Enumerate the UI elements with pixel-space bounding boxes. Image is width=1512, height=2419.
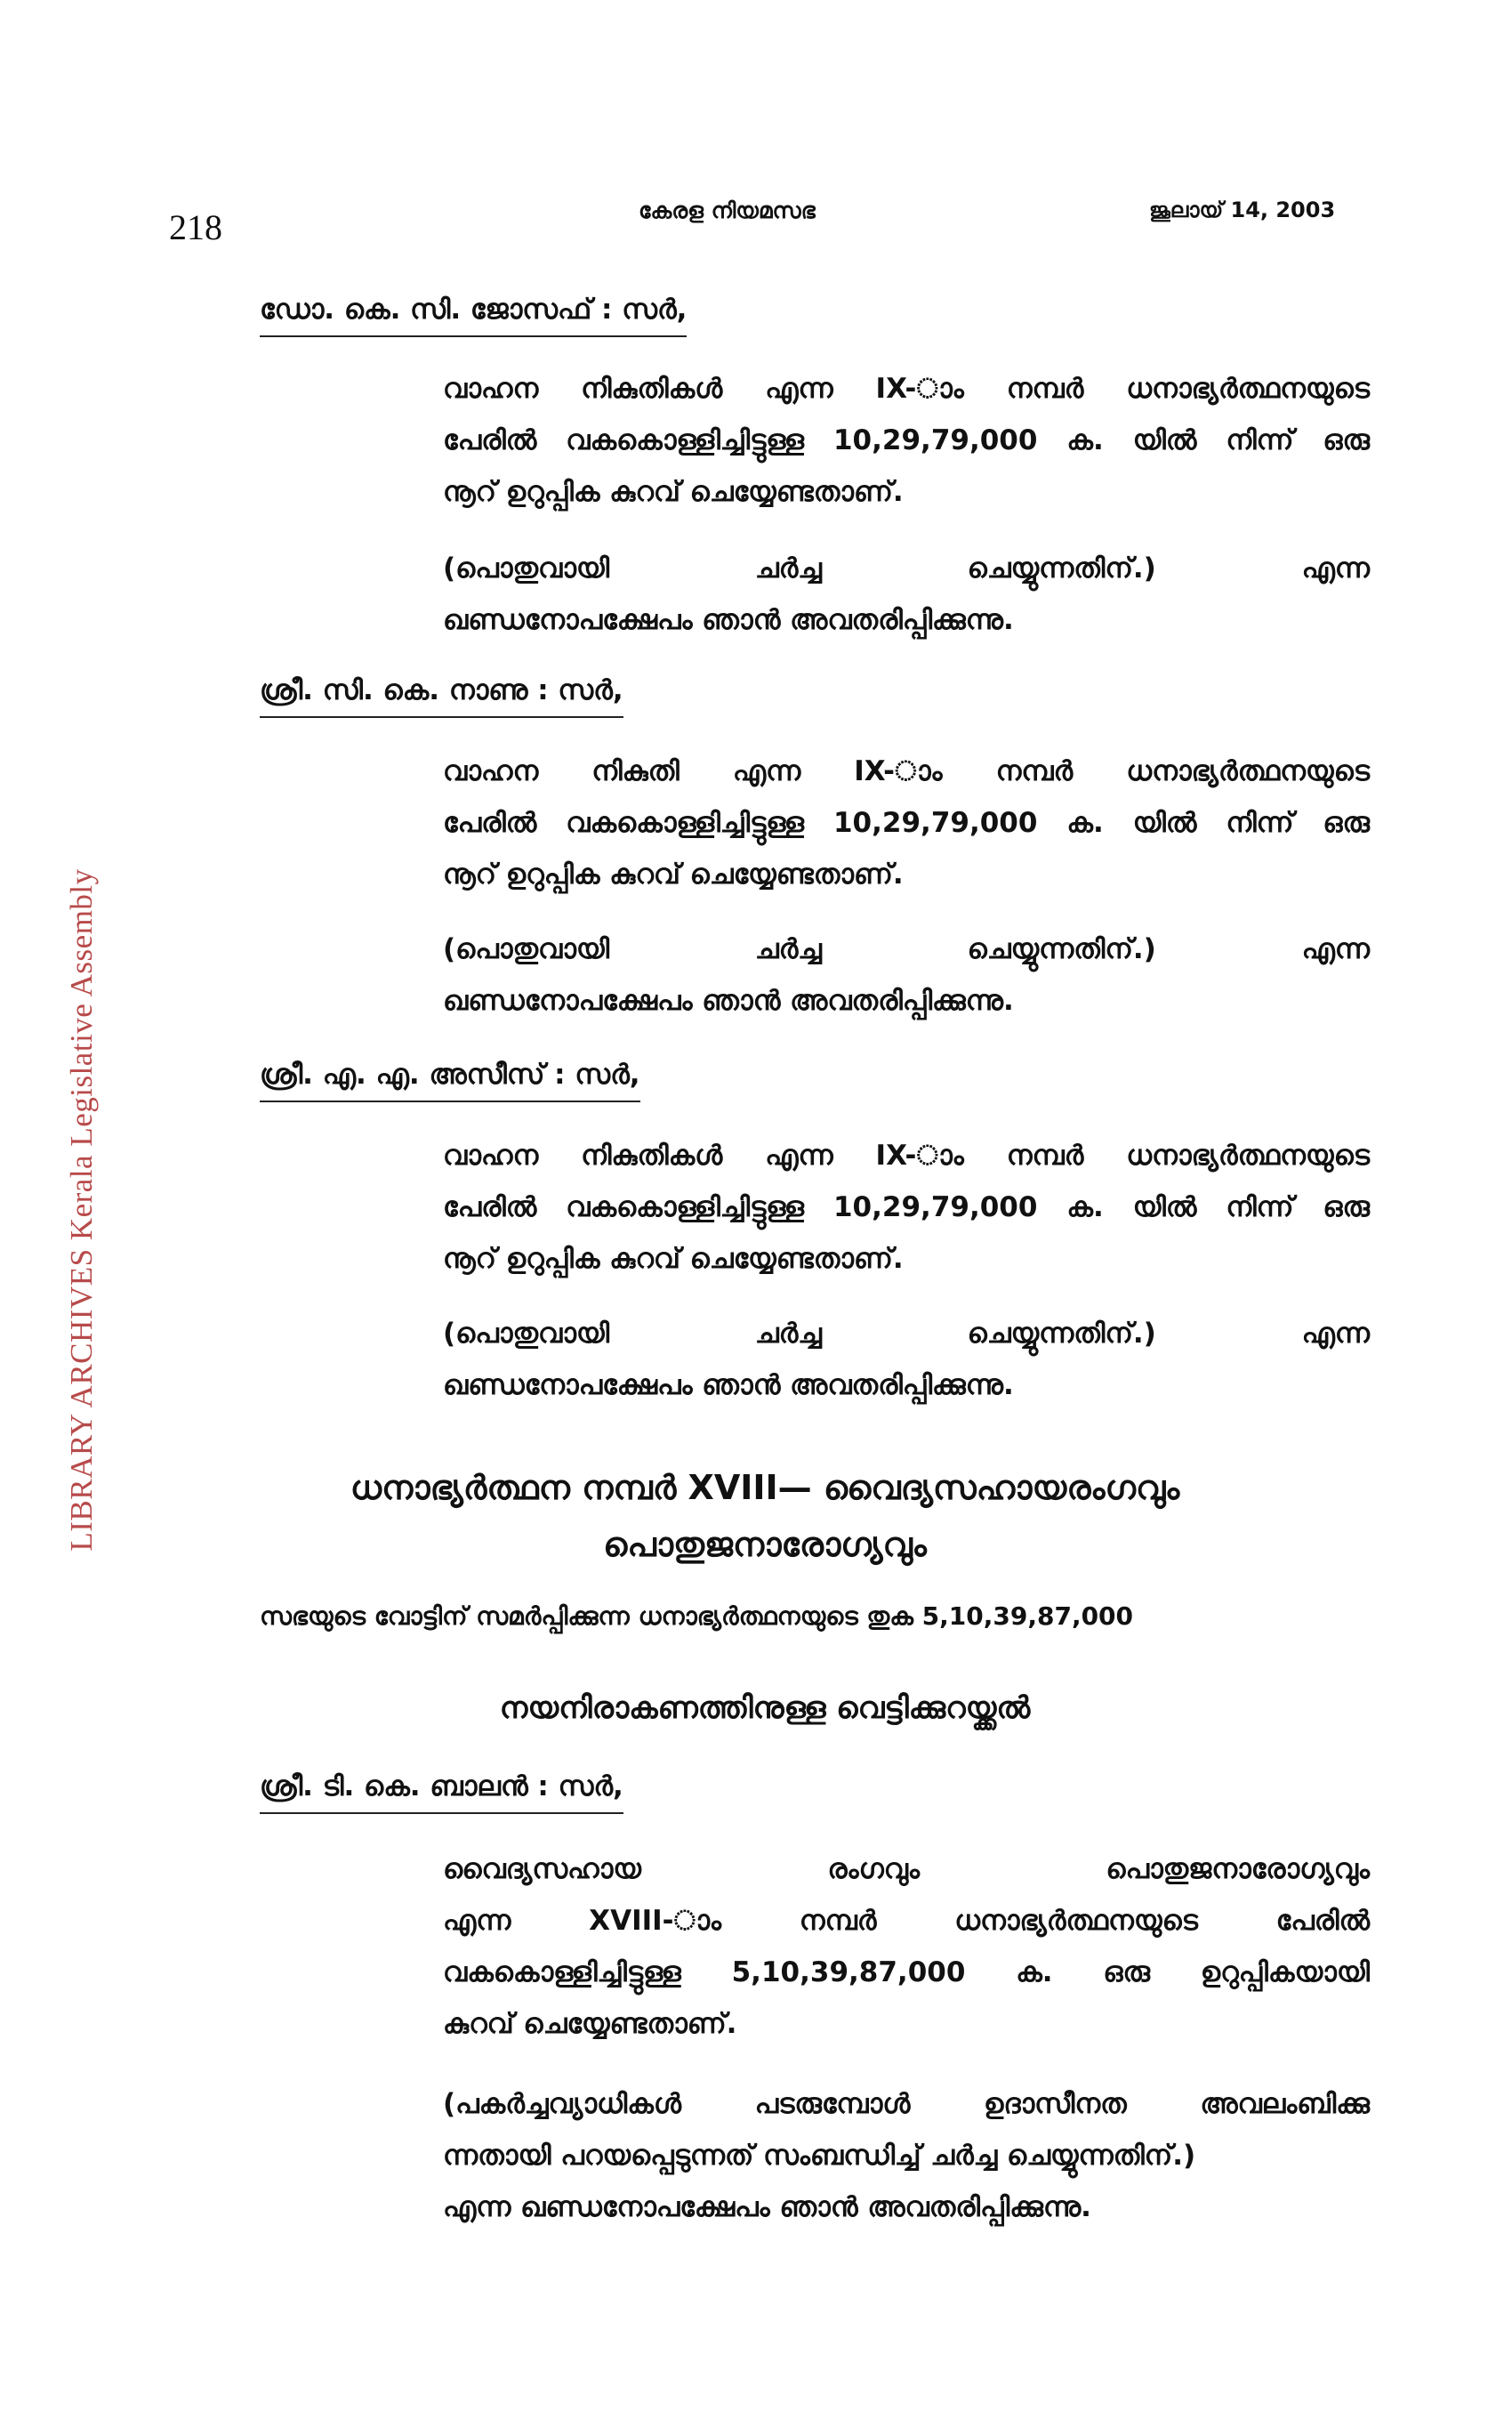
motion-line: പേരിൽ വകകൊള്ളിച്ചിട്ടുള്ള 10,29,79,000 ക. യിൽ നിന്ന് ഒരു [443, 807, 1370, 839]
quote-word: ചെയ്യുന്നതിന്.) [967, 1318, 1156, 1350]
speaker-name: ശ്രീ. ടി. കെ. ബാലൻ : സർ, [260, 1770, 623, 1814]
running-title: കേരള നിയമസഭ [639, 198, 816, 223]
quote-word: എന്ന [1301, 1318, 1370, 1350]
quote-row [443, 1308, 1370, 1359]
quote-word: എന്ന [1301, 552, 1370, 585]
quote-word: (പൊതുവായി [443, 933, 610, 965]
motion-line: നൂറ് ഉറുപ്പിക കുറവ് ചെയ്യേണ്ടതാണ്. [443, 1243, 904, 1275]
reason-line: എന്ന ഖണ്ഡനോപക്ഷേപം ഞാൻ അവതരിപ്പിക്കുന്നു. [443, 2191, 1091, 2223]
page-number: 218 [169, 207, 222, 247]
motion-line: നൂറ് ഉറുപ്പിക കുറവ് ചെയ്യേണ്ടതാണ്. [443, 859, 904, 891]
running-date: ജൂലായ് 14, 2003 [1149, 198, 1336, 222]
motion-quote [443, 923, 1370, 1027]
quote-row [443, 923, 1370, 975]
motion-line: എന്ന XVIII-ാം നമ്പർ ധനാഭ്യർത്ഥനയുടെ പേരിൽ [443, 1905, 1370, 1937]
motion-line: വാഹന നികുതികൾ എന്ന IX-ാം നമ്പർ ധനാഭ്യർത്ഥനയുടെ [443, 1140, 1370, 1172]
motion-text [443, 363, 1370, 518]
quote-word: ചർച്ച [754, 552, 822, 585]
cut-motion-heading: നയനിരാകണത്തിനുള്ള വെട്ടിക്കുറയ്ക്കൽ [499, 1690, 1031, 1726]
quote-word: ചർച്ച [754, 933, 822, 965]
reason-line: ന്നതായി പറയപ്പെടുന്നത് സംബന്ധിച്ച് ചർച്ച ചെയ്യുന്നതിന്.) [443, 2140, 1196, 2172]
demand-heading-line: പൊതുജനാരോഗ്യവും [603, 1525, 927, 1564]
motion-text [443, 1130, 1370, 1285]
speaker-name: ശ്രീ. സി. കെ. നാണു : സർ, [260, 674, 623, 718]
motion-quote [443, 1308, 1370, 1411]
motion-closing: ഖണ്ഡനോപക്ഷേപം ഞാൻ അവതരിപ്പിക്കുന്നു. [443, 1369, 1014, 1401]
quote-word: ചെയ്യുന്നതിന്.) [967, 933, 1156, 965]
quote-word: ചെയ്യുന്നതിന്.) [967, 552, 1156, 585]
quote-word: (പൊതുവായി [443, 1318, 610, 1350]
reason-line: (പകർച്ചവ്യാധികൾ പടരുമ്പോൾ ഉദാസീനത അവലംബിക്കു [443, 2088, 1370, 2120]
motion-quote [443, 543, 1370, 646]
archive-watermark: LIBRARY ARCHIVES Kerala Legislative Assembly [64, 868, 99, 1552]
motion-line: വകകൊള്ളിച്ചിട്ടുള്ള 5,10,39,87,000 ക. ഒരു ഉറുപ്പികയായി [443, 1956, 1370, 1988]
motion-line: പേരിൽ വകകൊള്ളിച്ചിട്ടുള്ള 10,29,79,000 ക. യിൽ നിന്ന് ഒരു [443, 1191, 1370, 1223]
demand-heading [213, 1459, 1316, 1573]
motion-line: വാഹന നികുതികൾ എന്ന IX-ാം നമ്പർ ധനാഭ്യർത്ഥനയുടെ [443, 373, 1370, 405]
motion-closing: ഖണ്ഡനോപക്ഷേപം ഞാൻ അവതരിപ്പിക്കുന്നു. [443, 604, 1014, 636]
quote-word: എന്ന [1301, 933, 1370, 965]
motion-closing: ഖണ്ഡനോപക്ഷേപം ഞാൻ അവതരിപ്പിക്കുന്നു. [443, 985, 1014, 1017]
motion-line: നൂറ് ഉറുപ്പിക കുറവ് ചെയ്യേണ്ടതാണ്. [443, 476, 904, 508]
motion-text [443, 746, 1370, 900]
quote-word: (പൊതുവായി [443, 552, 610, 585]
motion-line: കുറവ് ചെയ്യേണ്ടതാണ്. [443, 2008, 737, 2040]
quote-row [443, 543, 1370, 594]
motion-line: വാഹന നികുതി എന്ന IX-ാം നമ്പർ ധനാഭ്യർത്ഥനയുടെ [443, 755, 1370, 787]
motion-reason [443, 2078, 1370, 2233]
quote-word: ചർച്ച [754, 1318, 822, 1350]
demand-heading-line: ധനാഭ്യർത്ഥന നമ്പർ XVIII— വൈദ്യസഹായരംഗവും [350, 1468, 1180, 1507]
demand-amount: സഭയുടെ വോട്ടിന് സമർപ്പിക്കുന്ന ധനാഭ്യർത്ഥനയുടെ തുക 5,10,39,87,000 [260, 1601, 1134, 1631]
speaker-name: ശ്രീ. എ. എ. അസീസ് : സർ, [260, 1059, 640, 1102]
motion-text [443, 1843, 1370, 2050]
motion-line: വൈദ്യസഹായ രംഗവും പൊതുജനാരോഗ്യവും [443, 1853, 1370, 1885]
speaker-name: ഡോ. കെ. സി. ജോസഫ് : സർ, [260, 294, 687, 337]
motion-line: പേരിൽ വകകൊള്ളിച്ചിട്ടുള്ള 10,29,79,000 ക. യിൽ നിന്ന് ഒരു [443, 424, 1370, 456]
